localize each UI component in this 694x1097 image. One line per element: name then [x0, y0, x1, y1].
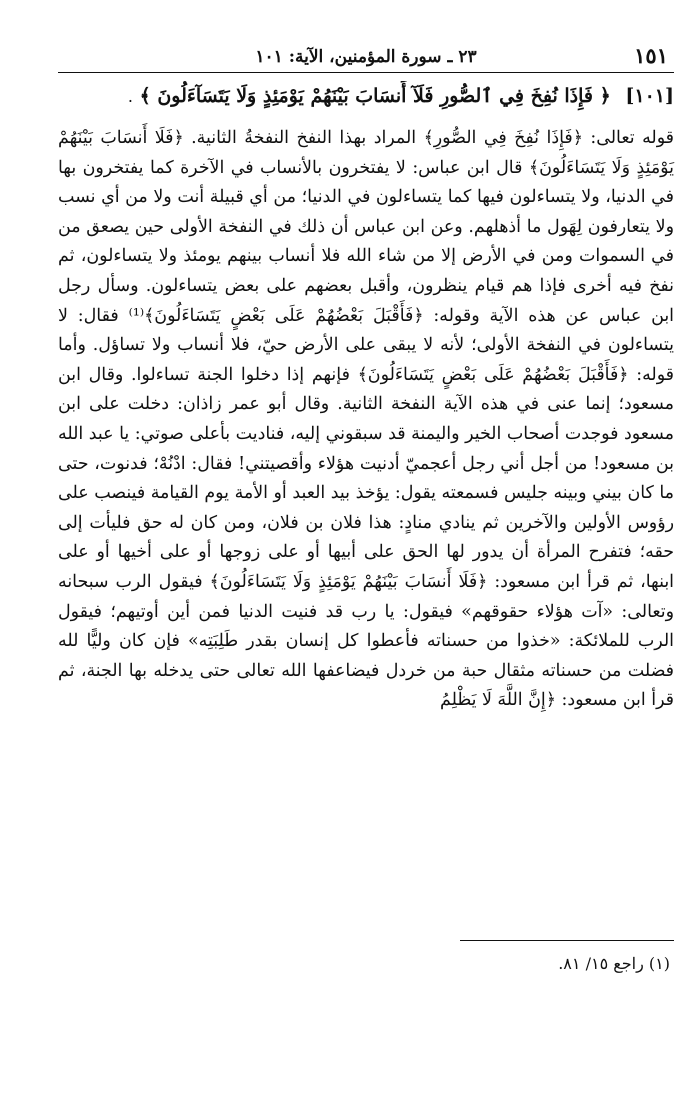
- commentary-paragraph: قوله تعالى: ﴿فَإِذَا نُفِخَ فِي الصُّورِ﴾ المراد بهذا النفخ النفخةُ الثانية. ﴿فَلَا أَنسَابَ بَيْنَهُمْ يَوْمَئِذٍ وَلَا يَتَسَاءَلُونَ﴾ قال ابن عباس: لا يفتخرون بالأنساب في الآخرة كما يفتخرون بها في الدنيا، ولا يتساءلون فيها كما يتساءلون في الدنيا؛ من أي قبيلة أنت ولا من أي نسب ولا يتعارفون لِهَول ما أذهلهم. وعن ابن عباس أن ذلك في النفخة الأولى حين يصعق من في السموات ومن في الأرض إلا من شاء الله فلا أنساب بينهم يومئذ ولا يتساءلون، ثم نفخ فيه أخرى فإذا هم قيام ينظرون، وأقبل بعضهم على بعض يتساءلون. وسأل رجل ابن عباس عن هذه الآية وقوله: ﴿فَأَقْبَلَ بَعْضُهُمْ عَلَى بَعْضٍ يَتَسَاءَلُونَ﴾⁽¹⁾ فقال: لا يتساءلون في النفخة الأولى؛ لأنه لا يبقى على الأرض حيّ، فلا أنساب ولا تساؤل. وأما قوله: ﴿فَأَقْبَلَ بَعْضُهُمْ عَلَى بَعْضٍ يَتَسَاءَلُونَ﴾ فإنهم إذا دخلوا الجنة تساءلوا. وقال ابن مسعود؛ إنما عنى في هذه الآية النفخة الثانية. وقال أبو عمر زاذان: دخلت على ابن مسعود فوجدت أصحاب الخير واليمنة قد سبقوني إليه، فناديت بأعلى صوتي: يا عبد الله بن مسعود! من أجل أني رجل أعجميّ أدنيت هؤلاء وأقصيتني! فقال: ادْنُهْ؛ فدنوت، حتى ما كان بيني وبينه جليس فسمعته يقول: يؤخذ بيد العبد أو الأمة يوم القيامة فينصب على رؤوس الأولين والآخرين ثم ينادي منادٍ: هذا فلان بن فلان، ومن كان له حق فليأت إلى حقه؛ فتفرح المرأة أن يدور لها الحق على أبيها أو على زوجها أو على أخيها أو على ابنها، ثم قرأ ابن مسعود: ﴿فَلَا أَنسَابَ بَيْنَهُمْ يَوْمَئِذٍ وَلَا يَتَسَاءَلُونَ﴾ فيقول الرب سبحانه وتعالى: «آت هؤلاء حقوقهم» فيقول: يا رب قد فنيت الدنيا فمن أين أوتيهم؛ فيقول الرب للملائكة: «خذوا من حسناته فأعطوا كل إنسان بقدر طَلِبَتِه» فإن كان وليًّا لله فضلت من حسناته مثقال حبة من خردل فيضاعفها الله تعالى حتى يدخله بها الجنة، ثم قرأ ابن مسعود: ﴿إِنَّ اللَّهَ لَا يَظْلِمُ: [58, 128, 674, 711]
- verse-end-mark: .: [127, 87, 133, 106]
- verse-line: [58, 81, 674, 112]
- running-title: ٢٣ ـ سورة المؤمنين، الآية: ١٠١: [255, 47, 477, 67]
- page-number: ١٥١: [634, 43, 668, 68]
- verse-text: ﴿ فَإِذَا نُفِخَ فِي ٱلصُّورِ فَلَآ أَنسَابَ بَيْنَهُمْ يَوْمَئِذٍ وَلَا يَتَسَآءَلُونَ ﴾: [139, 85, 611, 107]
- commentary-text: [58, 124, 674, 716]
- footnote: (١) راجع ١٥/ ٨١.: [558, 954, 670, 973]
- verse-reference: [١٠١]: [625, 85, 674, 107]
- footnote-divider: [460, 940, 674, 941]
- book-page: [58, 38, 674, 716]
- page-header: [58, 38, 674, 73]
